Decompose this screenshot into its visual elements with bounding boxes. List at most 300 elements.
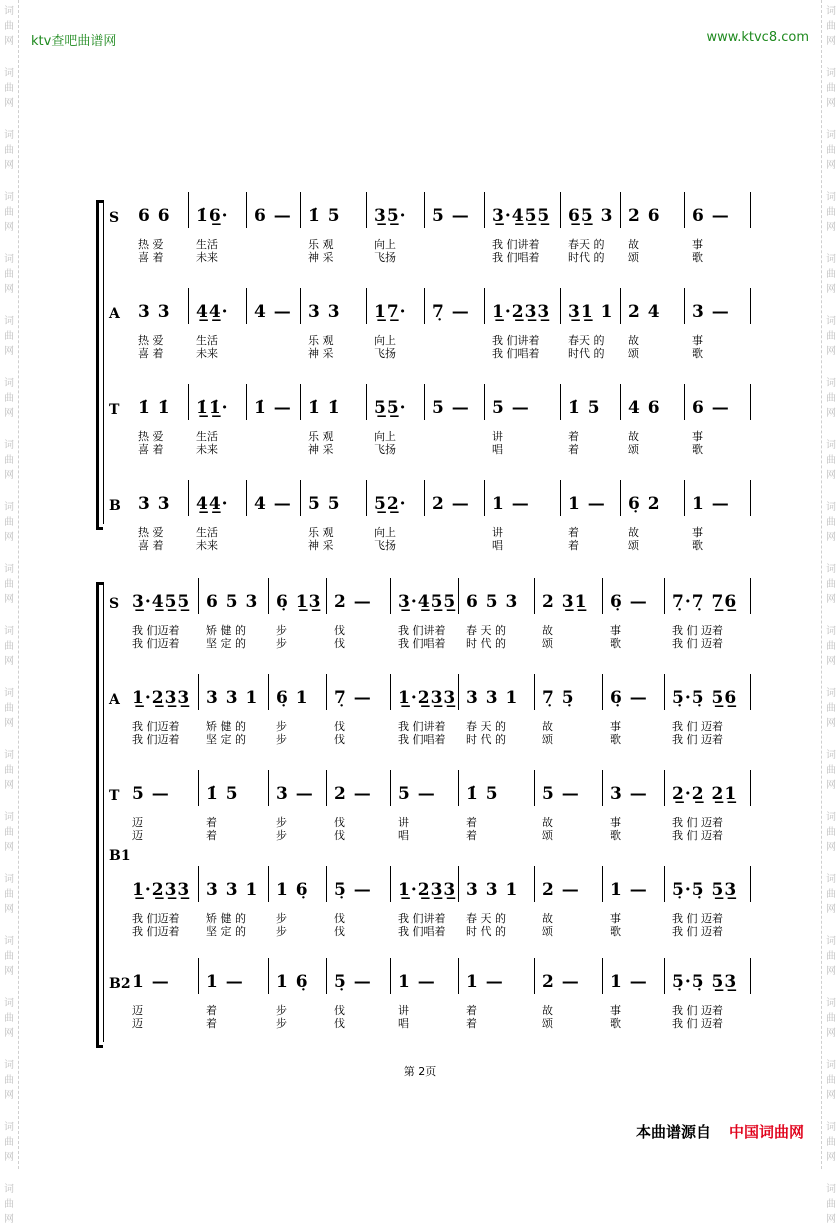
barline [664,770,665,806]
barline [458,770,459,806]
notation-cell: 5̣ — [334,972,372,992]
lyric-line-1: 春 天 的 [466,624,506,637]
notation-cell: 3 3 1 [206,880,259,900]
watermark-glyphs: 词 曲 网 [4,1122,14,1163]
lyric-line-2: 未来 [196,443,218,456]
lyric-line-1: 故 [628,526,639,539]
lyric-line-2: 唱 [398,1017,409,1030]
lyric-line-2: 步 [276,733,287,746]
lyric-line-2: 着 [568,539,579,552]
notation-cell: 7̣ — [334,688,372,708]
barline [484,192,485,228]
lyric-line-2: 着 [466,1017,477,1030]
notation-cell: 1̲·2̲3̲3̲ [398,688,457,708]
notation-cell: 5 5 [308,494,341,514]
barline [188,384,189,420]
system-inner-line [103,200,104,524]
barline [684,288,685,324]
lyric-line-1: 热 爱 [138,430,164,443]
notation-cell: 6 — [692,398,730,418]
lyric-line-2: 我 们唱着 [492,347,540,360]
barline [484,288,485,324]
barline [560,288,561,324]
lyric-line-1: 我 们讲着 [492,334,540,347]
watermark-glyphs: 词 曲 网 [4,750,14,791]
barline [750,674,751,710]
lyric-line-1: 事 [692,526,703,539]
lyric-line-2: 颂 [542,925,553,938]
lyric-line-2: 坚 定 的 [206,637,246,650]
barline [198,958,199,994]
barline [620,288,621,324]
barline [560,384,561,420]
lyric-line-2: 伐 [334,925,345,938]
lyric-line-2: 歌 [610,1017,621,1030]
lyric-line-1: 讲 [398,816,409,829]
watermark-glyphs: 词 曲 网 [4,1060,14,1101]
notation-cell: 5̣·5̣ 5̲3̲ [672,880,738,900]
lyric-line-1: 我 们 迈着 [672,912,723,925]
lyric-line-1: 着 [568,526,579,539]
barline [326,578,327,614]
lyric-line-2: 喜 着 [138,251,164,264]
lyric-line-2: 时 代 的 [466,925,506,938]
watermark-glyphs: 词 曲 网 [826,936,836,977]
lyric-line-2: 颂 [628,443,639,456]
lyric-line-2: 未来 [196,251,218,264]
barline [534,866,535,902]
notation-cell: 1 — [610,880,648,900]
notation-cell: 5 — [132,784,170,804]
lyric-line-2: 颂 [542,637,553,650]
lyric-line-1: 矫 健 的 [206,624,246,637]
barline [484,480,485,516]
lyric-line-2: 时代 的 [568,251,605,264]
lyric-line-2: 我 们 迈着 [672,1017,723,1030]
lyric-line-2: 神 采 [308,251,334,264]
notation-cell: 1̇6̲· [196,206,229,226]
notation-cell: 6̣ 1̲3̲ [276,592,322,612]
lyric-line-2: 飞扬 [374,443,396,456]
notation-cell: 2 — [334,592,372,612]
barline [750,866,751,902]
watermark-glyphs: 词 曲 网 [4,130,14,171]
watermark-glyphs: 词 曲 网 [826,1122,836,1163]
watermark-glyphs: 词 曲 网 [826,874,836,915]
source-label: 本曲谱源自 [635,1123,711,1141]
lyric-line-1: 伐 [334,1004,345,1017]
barline [390,958,391,994]
watermark-glyphs: 词 曲 网 [4,626,14,667]
barline [198,866,199,902]
lyric-line-1: 我 们 迈着 [672,1004,723,1017]
watermark-glyphs: 词 曲 网 [4,378,14,419]
notation-cell: 6̣ — [610,592,648,612]
notation-cell: 2̲·2̲ 2̲1̲ [672,784,738,804]
lyric-line-2: 着 [206,1017,217,1030]
notation-cell: 2 3̲1̲ [542,592,588,612]
watermark-glyphs: 词 曲 网 [826,378,836,419]
barline [300,192,301,228]
notation-cell: 3 3 1 [466,880,519,900]
lyric-line-1: 故 [542,912,553,925]
notation-cell: 7̣·7̣ 7̲6̲ [672,592,738,612]
lyric-line-2: 喜 着 [138,347,164,360]
barline [268,674,269,710]
lyric-line-2: 歌 [610,637,621,650]
lyric-line-1: 热 爱 [138,526,164,539]
lyric-line-2: 着 [206,829,217,842]
barline [602,958,603,994]
notation-cell: 1̲7̲· [374,302,407,322]
lyric-line-2: 我 们迈着 [132,925,180,938]
lyric-line-2: 迈 [132,829,143,842]
barline [424,192,425,228]
barline [602,770,603,806]
lyric-line-1: 向上 [374,526,396,539]
lyric-line-2: 我 们迈着 [132,733,180,746]
notation-cell: 1̲·2̲3̲3̲ [398,880,457,900]
barline [458,578,459,614]
barline [326,866,327,902]
lyric-line-1: 讲 [492,430,503,443]
watermark-glyphs: 词 曲 网 [4,936,14,977]
notation-cell: 5̲5̲· [374,398,407,418]
notation-cell: 2 — [432,494,470,514]
left-watermark-strip [0,0,19,1225]
barline [246,384,247,420]
notation-cell: 7̣ — [432,302,470,322]
lyric-line-1: 我 们讲着 [398,624,446,637]
notation-cell: 3 3 1 [206,688,259,708]
barline [750,192,751,228]
watermark-glyphs: 词 曲 网 [826,502,836,543]
lyric-line-2: 迈 [132,1017,143,1030]
notation-cell: 4̲4̲· [196,302,229,322]
barline [560,480,561,516]
barline [390,674,391,710]
lyric-line-1: 讲 [492,526,503,539]
lyric-line-1: 事 [610,1004,621,1017]
system-inner-line [103,582,104,1042]
notation-cell: 1̲·2̲3̲3̲ [492,302,551,322]
barline [484,384,485,420]
notation-cell: 3̲·4̲5̲5̲ [492,206,551,226]
notation-cell: 3 3 [138,494,171,514]
lyric-line-1: 伐 [334,912,345,925]
notation-cell: 4 — [254,302,292,322]
lyric-line-1: 伐 [334,624,345,637]
lyric-line-2: 颂 [542,733,553,746]
source-site-name[interactable]: 中国词曲网 [728,1123,804,1141]
lyric-line-2: 我 们唱着 [398,733,446,746]
lyric-line-2: 神 采 [308,347,334,360]
watermark-glyphs: 词 曲 网 [826,688,836,729]
barline [534,770,535,806]
system-bracket [96,200,103,530]
lyric-line-2: 颂 [628,251,639,264]
lyric-line-1: 乐 观 [308,334,334,347]
lyric-line-1: 故 [628,238,639,251]
barline [602,674,603,710]
watermark-glyphs: 词 曲 网 [826,812,836,853]
watermark-glyphs: 词 曲 网 [4,254,14,295]
lyric-line-1: 事 [692,238,703,251]
notation-cell: 5 — [432,206,470,226]
lyric-line-1: 春 天 的 [466,720,506,733]
lyric-line-2: 步 [276,829,287,842]
watermark-glyphs: 词 曲 网 [4,68,14,109]
right-watermark-strip [821,0,840,1225]
lyric-line-1: 春天 的 [568,334,605,347]
voice-part-label: S [109,210,120,226]
barline [326,674,327,710]
lyric-line-1: 事 [692,430,703,443]
watermark-glyphs: 词 曲 网 [826,254,836,295]
barline [390,578,391,614]
watermark-glyphs: 词 曲 网 [826,130,836,171]
watermark-glyphs: 词 曲 网 [4,564,14,605]
watermark-glyphs: 词 曲 网 [826,1060,836,1101]
notation-cell: 1̇ 5 [308,206,341,226]
barline [300,288,301,324]
source-credit [636,1121,804,1142]
watermark-glyphs: 词 曲 网 [826,564,836,605]
lyric-line-1: 故 [542,624,553,637]
barline [602,866,603,902]
lyric-line-1: 迈 [132,1004,143,1017]
watermark-glyphs: 词 曲 网 [4,192,14,233]
watermark-glyphs: 词 曲 网 [4,6,14,47]
lyric-line-1: 向上 [374,334,396,347]
barline [750,770,751,806]
barline [664,578,665,614]
lyric-line-1: 春 天 的 [466,912,506,925]
notation-cell: 2 — [542,972,580,992]
barline [390,866,391,902]
notation-cell: 1 — [568,494,606,514]
notation-cell: 3̲·4̲5̲5̲ [398,592,457,612]
watermark-glyphs: 词 曲 网 [826,6,836,47]
lyric-line-1: 着 [206,1004,217,1017]
notation-cell: 1̲̇1̲̇· [196,398,229,418]
barline [300,480,301,516]
lyric-line-1: 步 [276,1004,287,1017]
lyric-line-2: 时 代 的 [466,733,506,746]
barline [390,770,391,806]
notation-cell: 1 6̣ [276,972,309,992]
notation-cell: 1̇ 1̇ [138,398,171,418]
barline [560,192,561,228]
lyric-line-1: 事 [610,816,621,829]
barline [198,770,199,806]
notation-cell: 2 6 [628,206,661,226]
notation-cell: 1 — [466,972,504,992]
lyric-line-2: 时 代 的 [466,637,506,650]
voice-part-label: T [109,402,120,418]
lyric-line-1: 我 们讲着 [492,238,540,251]
lyric-line-2: 喜 着 [138,443,164,456]
lyric-line-1: 向上 [374,238,396,251]
lyric-line-2: 着 [466,829,477,842]
lyric-line-2: 着 [568,443,579,456]
notation-cell: 3 — [276,784,314,804]
lyric-line-2: 坚 定 的 [206,733,246,746]
watermark-glyphs: 词 曲 网 [4,998,14,1039]
lyric-line-1: 我 们 迈着 [672,624,723,637]
barline [620,384,621,420]
watermark-glyphs: 词 曲 网 [4,812,14,853]
notation-cell: 6 — [692,206,730,226]
lyric-line-1: 故 [542,816,553,829]
voice-part-label: A [109,306,120,322]
lyric-line-2: 歌 [610,925,621,938]
barline [750,958,751,994]
lyric-line-1: 生活 [196,238,218,251]
watermark-glyphs: 词 曲 网 [4,874,14,915]
lyric-line-1: 着 [206,816,217,829]
barline [198,578,199,614]
lyric-line-1: 矫 健 的 [206,720,246,733]
barline [268,866,269,902]
lyric-line-1: 故 [542,1004,553,1017]
notation-cell: 1̇ 5 [206,784,239,804]
barline [750,384,751,420]
notation-cell: 5 — [432,398,470,418]
lyric-line-2: 伐 [334,637,345,650]
notation-cell: 5 — [492,398,530,418]
notation-cell: 1 — [610,972,648,992]
voice-part-label: B2 [109,976,131,992]
lyric-line-2: 飞扬 [374,347,396,360]
lyric-line-1: 事 [610,912,621,925]
barline [246,480,247,516]
notation-cell: 4 6 [628,398,661,418]
lyric-line-2: 伐 [334,1017,345,1030]
barline [424,480,425,516]
lyric-line-2: 飞扬 [374,251,396,264]
barline [602,578,603,614]
watermark-glyphs: 词 曲 网 [826,68,836,109]
lyric-line-2: 步 [276,925,287,938]
notation-cell: 6̣ 2 [628,494,661,514]
lyric-line-1: 乐 观 [308,238,334,251]
lyric-line-2: 歌 [692,347,703,360]
barline [684,384,685,420]
barline [246,288,247,324]
lyric-line-2: 唱 [492,443,503,456]
notation-cell: 2 — [542,880,580,900]
barline [188,480,189,516]
notation-cell: 1 — [492,494,530,514]
barline [268,578,269,614]
watermark-glyphs: 词 曲 网 [4,316,14,357]
barline [424,288,425,324]
barline [188,288,189,324]
lyric-line-2: 未来 [196,347,218,360]
lyric-line-2: 神 采 [308,539,334,552]
notation-cell: 3 3 [308,302,341,322]
voice-part-label: B1 [109,848,131,864]
lyric-line-1: 我 们 迈着 [672,720,723,733]
lyric-line-2: 我 们唱着 [492,251,540,264]
notation-cell: 1 6̣ [276,880,309,900]
lyric-line-1: 着 [568,430,579,443]
lyric-line-2: 伐 [334,829,345,842]
notation-cell: 1 — [692,494,730,514]
lyric-line-2: 唱 [492,539,503,552]
notation-cell: 5̣ — [334,880,372,900]
lyric-line-1: 故 [542,720,553,733]
barline [424,384,425,420]
voice-part-label: S [109,596,120,612]
barline [366,192,367,228]
notation-cell: 3̲5̲· [374,206,407,226]
barline [366,384,367,420]
page-number: 第 2页 [403,1065,437,1078]
lyric-line-1: 着 [466,1004,477,1017]
lyric-line-2: 歌 [692,251,703,264]
voice-part-label: A [109,692,120,708]
barline [750,578,751,614]
lyric-line-1: 迈 [132,816,143,829]
lyric-line-1: 热 爱 [138,238,164,251]
lyric-line-1: 步 [276,624,287,637]
lyric-line-2: 颂 [542,829,553,842]
lyric-line-1: 生活 [196,334,218,347]
watermark-glyphs: 词 曲 网 [826,626,836,667]
lyric-line-1: 事 [692,334,703,347]
notation-cell: 6̣ — [610,688,648,708]
notation-cell: 4 — [254,494,292,514]
lyric-line-1: 春天 的 [568,238,605,251]
lyric-line-2: 我 们唱着 [398,925,446,938]
barline [534,578,535,614]
notation-cell: 3 — [610,784,648,804]
lyric-line-1: 着 [466,816,477,829]
notation-cell: 1̇ 1̇ [308,398,341,418]
barline [664,674,665,710]
lyric-line-1: 我 们迈着 [132,624,180,637]
barline [750,288,751,324]
site-name-header[interactable]: ktv查吧曲谱网 [31,34,117,49]
lyric-line-2: 未来 [196,539,218,552]
lyric-line-2: 飞扬 [374,539,396,552]
voice-part-label: B [109,498,121,514]
lyric-line-2: 步 [276,1017,287,1030]
notation-cell: 5 — [398,784,436,804]
barline [188,192,189,228]
lyric-line-2: 颂 [628,539,639,552]
barline [750,480,751,516]
notation-cell: 5̣·5̣ 5̲3̲ [672,972,738,992]
watermark-glyphs: 词 曲 网 [826,1184,836,1225]
notation-cell: 1 — [132,972,170,992]
lyric-line-1: 步 [276,816,287,829]
lyric-line-1: 伐 [334,720,345,733]
barline [300,384,301,420]
lyric-line-2: 歌 [610,733,621,746]
site-url-header[interactable]: www.ktvc8.com [706,30,809,45]
barline [366,288,367,324]
watermark-glyphs: 词 曲 网 [826,998,836,1039]
notation-cell: 6 5 3 [466,592,519,612]
lyric-line-2: 伐 [334,733,345,746]
barline [620,480,621,516]
notation-cell: 6 6 [138,206,171,226]
watermark-glyphs: 词 曲 网 [4,1184,14,1225]
barline [366,480,367,516]
